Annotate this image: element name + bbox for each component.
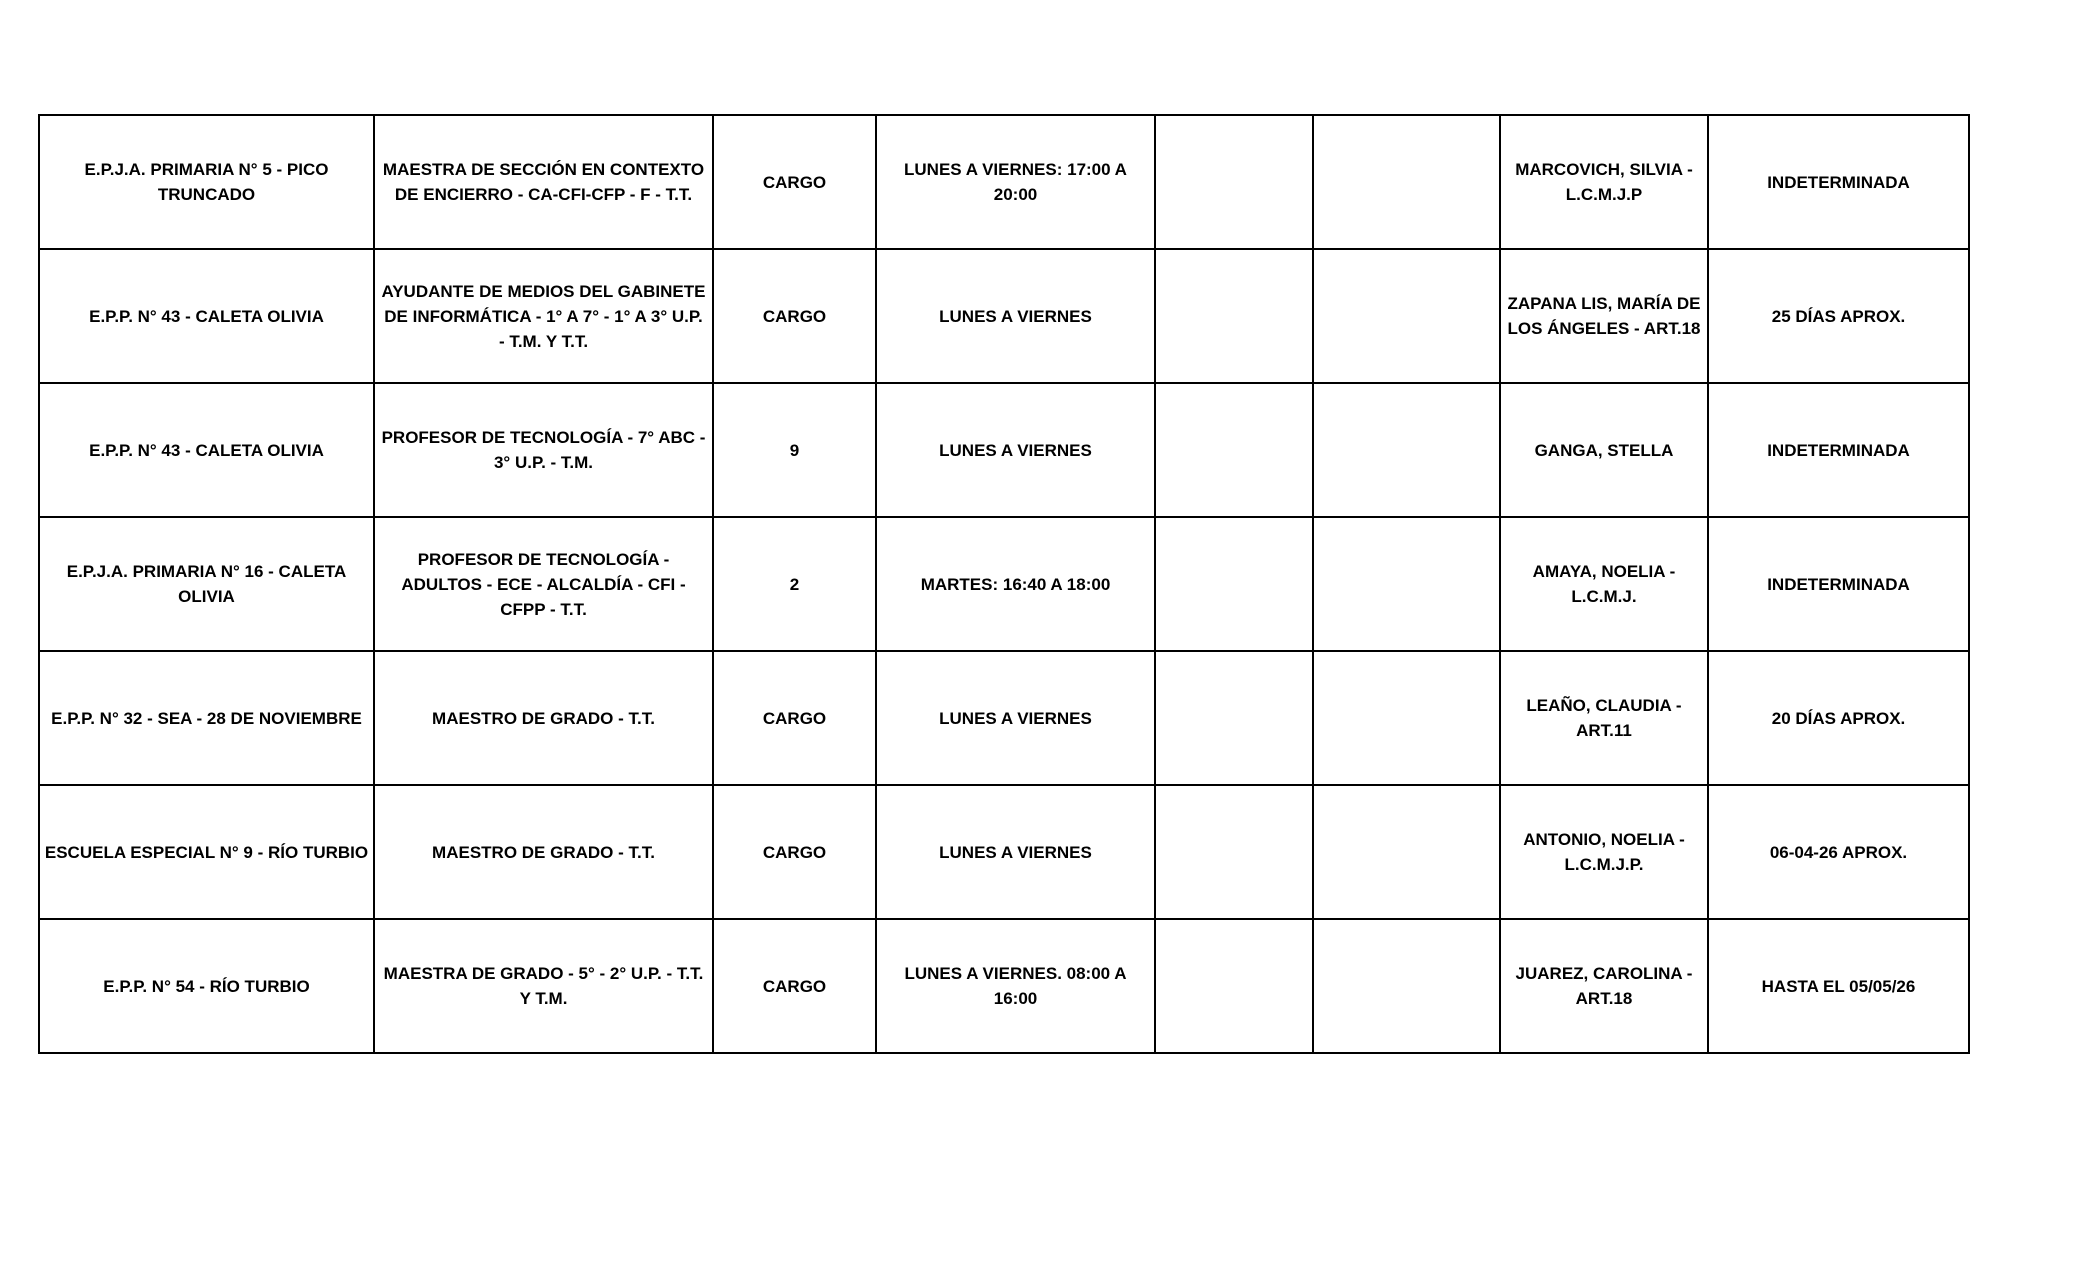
duration-cell: 06-04-26 APROX.	[1708, 785, 1969, 919]
empty-cell	[1313, 383, 1500, 517]
duration-cell: HASTA EL 05/05/26	[1708, 919, 1969, 1053]
schedule-cell: LUNES A VIERNES: 17:00 A 20:00	[876, 115, 1155, 249]
school-cell: E.P.P. N° 43 - CALETA OLIVIA	[39, 383, 374, 517]
holder-cell: ANTONIO, NOELIA - L.C.M.J.P.	[1500, 785, 1708, 919]
holder-cell: JUAREZ, CAROLINA - ART.18	[1500, 919, 1708, 1053]
holder-cell: AMAYA, NOELIA - L.C.M.J.	[1500, 517, 1708, 651]
empty-cell	[1313, 651, 1500, 785]
holder-cell: GANGA, STELLA	[1500, 383, 1708, 517]
hours-cell: CARGO	[713, 115, 876, 249]
hours-cell: CARGO	[713, 785, 876, 919]
duration-cell: INDETERMINADA	[1708, 517, 1969, 651]
holder-cell: MARCOVICH, SILVIA - L.C.M.J.P	[1500, 115, 1708, 249]
empty-cell	[1313, 517, 1500, 651]
position-cell: MAESTRA DE SECCIÓN EN CONTEXTO DE ENCIERRO - CA-CFI-CFP - F - T.T.	[374, 115, 713, 249]
empty-cell	[1155, 517, 1313, 651]
position-cell: MAESTRO DE GRADO - T.T.	[374, 785, 713, 919]
vacancy-table	[38, 114, 1970, 1054]
holder-cell: ZAPANA LIS, MARÍA DE LOS ÁNGELES - ART.18	[1500, 249, 1708, 383]
empty-cell	[1155, 249, 1313, 383]
holder-cell: LEAÑO, CLAUDIA - ART.11	[1500, 651, 1708, 785]
hours-cell: 9	[713, 383, 876, 517]
hours-cell: 2	[713, 517, 876, 651]
table-row	[39, 785, 1969, 919]
empty-cell	[1313, 115, 1500, 249]
empty-cell	[1155, 383, 1313, 517]
position-cell: MAESTRA DE GRADO - 5° - 2° U.P. - T.T. Y T.M.	[374, 919, 713, 1053]
position-cell: PROFESOR DE TECNOLOGÍA - ADULTOS - ECE - ALCALDÍA - CFI - CFPP - T.T.	[374, 517, 713, 651]
school-cell: E.P.J.A. PRIMARIA N° 5 - PICO TRUNCADO	[39, 115, 374, 249]
empty-cell	[1155, 115, 1313, 249]
duration-cell: 25 DÍAS APROX.	[1708, 249, 1969, 383]
schedule-cell: LUNES A VIERNES	[876, 651, 1155, 785]
position-cell: AYUDANTE DE MEDIOS DEL GABINETE DE INFORMÁTICA - 1° A 7° - 1° A 3° U.P. - T.M. Y T.T.	[374, 249, 713, 383]
empty-cell	[1313, 919, 1500, 1053]
schedule-cell: LUNES A VIERNES	[876, 785, 1155, 919]
empty-cell	[1155, 919, 1313, 1053]
empty-cell	[1313, 785, 1500, 919]
table-row	[39, 517, 1969, 651]
school-cell: ESCUELA ESPECIAL N° 9 - RÍO TURBIO	[39, 785, 374, 919]
duration-cell: INDETERMINADA	[1708, 115, 1969, 249]
duration-cell: INDETERMINADA	[1708, 383, 1969, 517]
school-cell: E.P.P. N° 54 - RÍO TURBIO	[39, 919, 374, 1053]
hours-cell: CARGO	[713, 651, 876, 785]
hours-cell: CARGO	[713, 919, 876, 1053]
schedule-cell: LUNES A VIERNES	[876, 249, 1155, 383]
empty-cell	[1313, 249, 1500, 383]
schedule-cell: LUNES A VIERNES	[876, 383, 1155, 517]
duration-cell: 20 DÍAS APROX.	[1708, 651, 1969, 785]
empty-cell	[1155, 651, 1313, 785]
empty-cell	[1155, 785, 1313, 919]
hours-cell: CARGO	[713, 249, 876, 383]
table-row	[39, 249, 1969, 383]
position-cell: MAESTRO DE GRADO - T.T.	[374, 651, 713, 785]
school-cell: E.P.J.A. PRIMARIA N° 16 - CALETA OLIVIA	[39, 517, 374, 651]
table-row	[39, 919, 1969, 1053]
table-row	[39, 383, 1969, 517]
schedule-cell: LUNES A VIERNES. 08:00 A 16:00	[876, 919, 1155, 1053]
table-row	[39, 115, 1969, 249]
position-cell: PROFESOR DE TECNOLOGÍA - 7° ABC - 3° U.P. - T.M.	[374, 383, 713, 517]
schedule-cell: MARTES: 16:40 A 18:00	[876, 517, 1155, 651]
table-row	[39, 651, 1969, 785]
school-cell: E.P.P. N° 32 - SEA - 28 DE NOVIEMBRE	[39, 651, 374, 785]
school-cell: E.P.P. N° 43 - CALETA OLIVIA	[39, 249, 374, 383]
